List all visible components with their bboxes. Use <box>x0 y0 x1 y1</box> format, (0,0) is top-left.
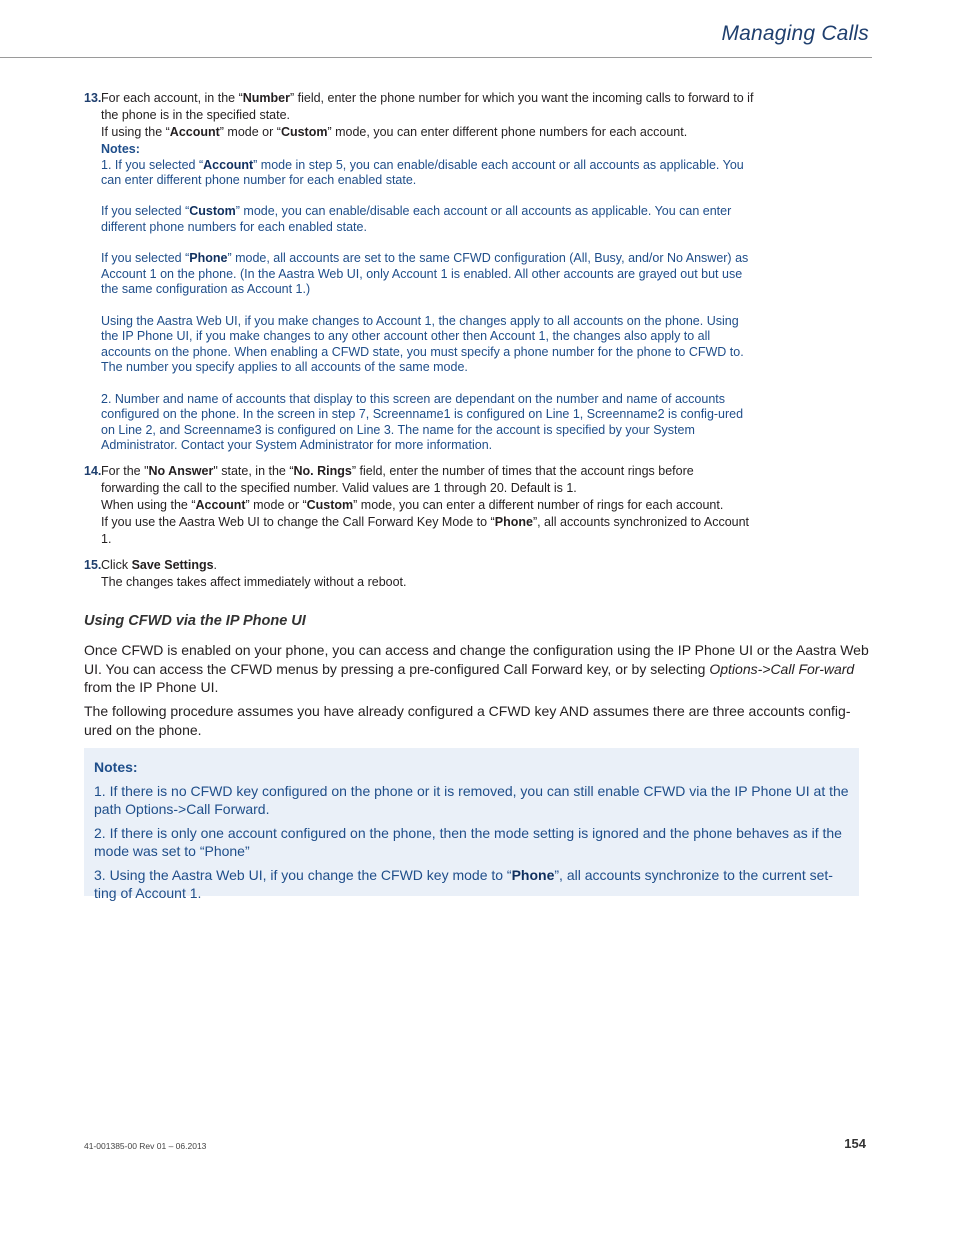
notes-heading: Notes: <box>101 142 140 156</box>
step-14 <box>84 463 754 548</box>
step-14-line-1: For the "No Answer" state, in the “No. Rings” field, enter the number of times that the account rings before forwarding the call to the specified number. Valid values are 1 through 20. Default is 1. <box>101 463 694 495</box>
step-13-notes <box>101 142 754 454</box>
note-account-names: 2. Number and name of accounts that display to this screen are dependant on the number and name of accounts configured on the phone. In the screen in step 7, Screenname1 is configured on Line 1, Screenname2 is config-ured on Line 2, and Screenname3 is configured on Line 3. The name for the account is specified by your System Administrator. Contact your System Administrator for more information. <box>101 391 744 453</box>
section-heading: Using CFWD via the IP Phone UI <box>84 613 306 629</box>
step-number: 13. <box>84 91 102 105</box>
note-account-mode: 1. If you selected “Account” mode in step 5, you can enable/disable each account or all accounts as applicable. You can enter different phone number for each enabled state. <box>101 157 744 188</box>
notes-box-heading: Notes: <box>94 759 138 775</box>
step-13-line-1: For each account, in the “Number” field, enter the phone number for which you want the incoming calls to forward to if the phone is in the specified state. <box>101 91 754 122</box>
step-15-line-2: The changes takes affect immediately without a reboot. <box>101 574 407 589</box>
notes-box-item-3: 3. Using the Aastra Web UI, if you change the CFWD key mode to “Phone”, all accounts synchronize to the current set-ting of Account 1. <box>94 866 833 901</box>
step-15 <box>84 557 754 591</box>
step-number: 15. <box>84 557 102 572</box>
running-header-title: Managing Calls <box>721 22 869 45</box>
header-divider <box>0 57 872 58</box>
procedure-steps <box>84 90 754 600</box>
procedure-assumption-paragraph: The following procedure assumes you have already configured a CFWD key AND assumes there are three accounts config-ured on the phone. <box>84 703 851 738</box>
footer-document-id: 41-001385-00 Rev 01 – 06.2013 <box>84 1141 207 1151</box>
notes-box-item-2: 2. If there is only one account configured on the phone, then the mode setting is ignored and the phone behaves as if the mode was set to “Phone” <box>94 824 842 859</box>
notes-box <box>84 748 859 901</box>
step-13-line-2: If using the “Account” mode or “Custom” mode, you can enter different phone numbers for each account. <box>101 125 688 139</box>
step-14-line-2: When using the “Account” mode or “Custom” mode, you can enter a different number of rings for each account. <box>101 497 724 512</box>
note-phone-mode: If you selected “Phone” mode, all accounts are set to the same CFWD configuration (All, Busy, and/or No Answer) as Account 1 on the phone. (In the Aastra Web UI, only Account 1 is enabled. All other accounts are grayed out but use the same configuration as Account 1.) <box>101 251 749 297</box>
notes-box-item-1: 1. If there is no CFWD key configured on the phone or it is removed, you can still enable CFWD via the IP Phone UI at the path Options->Call Forward. <box>94 782 849 817</box>
step-14-line-3: If you use the Aastra Web UI to change the Call Forward Key Mode to “Phone”, all accounts synchronized to Account 1. <box>101 514 750 546</box>
footer-page-number: 154 <box>844 1136 866 1151</box>
intro-paragraph: Once CFWD is enabled on your phone, you can access and change the configuration using the IP Phone UI or the Aastra Web UI. You can access the CFWD menus by pressing a pre-configured Call Forward key, or by selecting Options->Call For-ward from the IP Phone UI. <box>84 642 869 695</box>
note-custom-mode: If you selected “Custom” mode, you can enable/disable each account or all accounts as applicable. You can enter different phone numbers for each enabled state. <box>101 204 732 234</box>
step-number: 14. <box>84 463 102 478</box>
step-15-line-1: Click Save Settings. <box>101 557 218 572</box>
note-web-ui-changes: Using the Aastra Web UI, if you make changes to Account 1, the changes apply to all accounts on the phone. Using the IP Phone UI, if you make changes to any other account other then Account 1, the changes also apply to all accounts on the phone. When enabling a CFWD state, you must specify a phone number for the phone to CFWD to. The number you specify applies to all accounts of the same mode. <box>101 313 744 375</box>
step-13 <box>84 90 754 454</box>
